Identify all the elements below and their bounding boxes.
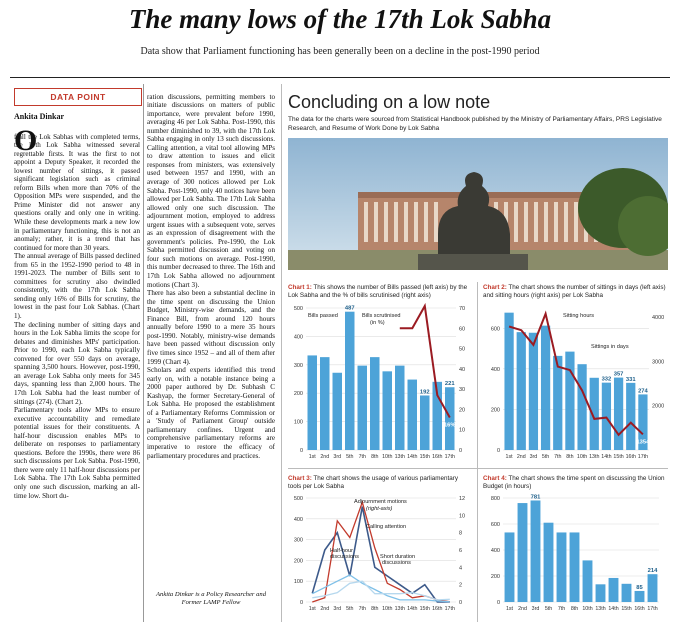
chart1-caption-lead: Chart 1:: [288, 284, 312, 291]
bar: [557, 532, 567, 602]
x-tick-label: 17th: [637, 454, 649, 460]
bar: [626, 383, 635, 450]
x-tick-label: 8th: [371, 606, 379, 612]
y2-tick-label: 2000: [652, 403, 665, 410]
data-label: 85: [636, 584, 643, 591]
bar: [408, 380, 418, 450]
chart2-sittings: [481, 300, 673, 462]
y-tick-label: 0: [496, 600, 500, 606]
article-column-1: [14, 124, 140, 509]
data-label: 332: [601, 376, 612, 383]
col2-text: ration discussions, permitting members to initiate discussions on matters of public importance, were prevalent before 1990, averaging 46 per Lok Sabha. Post-1990, this number diminished to 39, with the 17th Lok Sabha engaging in only 13 such discussions. Calling attention, a vital tool allowing MPs to draw attention to issues and elicit responses from ministers, was extensively used between 1957 and 1990, with an average of 300 notices allowed per Lok Sabha. Post-1990, only 40 notices have been allowed per Lok Sabha. The 17th Lok Sabha allowed only one such discussion. The adjournment motion, employed to address urgent issues with a subsequent vote, serves as an expression of disagreement with the government's policies. Pre-1990, the Lok Sabha permitted discussion and voting on four such motions on average. Post-1990, this number decreased to three. The 16th and 17th Lok Sabha allowed no adjournment motions (Chart 3). There has also been a substantial decline in the time spent on discussing the Union Budget, Ministry-wise demands, and the Finance Bill, from around 120 hours annually before 1990 to a mere 35 hours post-1990. Notably, ministry-wise demands have been passed without discussion only five times since 1952 – and all of them after 1999 (Chart 4). Scholars and experts identified this trend early on, with a notable instance being a 2000 paper authored by Dr. Subhash C Kashyap, the former Secretary-General of Lok Sabha. He proposed the establishment of a Parliamentary Reforms Commission or a 'Study of Parliament Group' outside parliamentary confines. Urgent and comprehensive parliamentary reforms are imperative to restore the efficacy of parliamentary procedures and practices.: [147, 92, 275, 460]
bar: [609, 578, 619, 602]
x-tick-label: 15th: [621, 606, 632, 612]
x-tick-label: 7th: [554, 454, 562, 460]
chart1-caption: [288, 284, 472, 300]
bar: [577, 364, 586, 450]
x-tick-label: 3rd: [529, 454, 538, 460]
x-tick-label: 16th: [625, 454, 636, 460]
series-label-hours: Sitting hours: [563, 313, 595, 319]
y-tick-label: 200: [490, 407, 500, 414]
y2-tick-label: 20: [459, 407, 466, 414]
y-tick-label: 600: [490, 522, 500, 528]
chart3-caption: [288, 475, 472, 491]
x-tick-label: 17th: [647, 606, 658, 612]
bar: [420, 395, 430, 450]
y-tick-label: 200: [293, 558, 303, 565]
y2-tick-label: 8: [459, 530, 463, 537]
bar: [583, 560, 593, 602]
data-label: 221: [444, 381, 455, 388]
bar: [370, 357, 380, 450]
x-tick-label: 8th: [566, 454, 574, 460]
x-tick-label: 13th: [394, 606, 405, 612]
chart3-caption-text: The chart shows the usage of various parliamentary tools per Lok Sabha: [288, 475, 458, 490]
bar: [333, 373, 343, 450]
chart2-caption-text: The chart shows the number of sittings in days (left axis) and sitting hours (right axis) per Lok Sabha: [483, 284, 666, 299]
series-label-adj: Adjournment motions: [354, 499, 407, 505]
bar: [504, 313, 513, 450]
chart-row-rule: [288, 468, 668, 469]
bar: [505, 532, 515, 602]
y2-tick-label: 3000: [652, 359, 665, 366]
x-tick-label: 10th: [576, 454, 588, 460]
y2-tick-label: 40: [459, 366, 466, 373]
series-label-sd-unit: discussions: [382, 560, 411, 566]
x-tick-label: 15th: [613, 454, 624, 460]
x-tick-label: 7th: [358, 454, 366, 460]
bar: [445, 387, 455, 450]
bar: [590, 378, 599, 450]
bar: [614, 378, 623, 450]
x-tick-label: 5th: [346, 454, 354, 460]
y-tick-label: 200: [490, 574, 500, 580]
chart4-caption-text: The chart shows the time spent on discussing the Union Budget (in hours): [483, 475, 665, 490]
bar: [602, 383, 611, 450]
y-tick-label: 300: [293, 362, 303, 369]
bar: [622, 584, 632, 602]
bar: [596, 584, 606, 602]
series-label-ca: Calling attention: [366, 524, 407, 530]
panel-description: The data for the charts were sourced from Statistical Handbook published by the Ministry of Parliamentary Affairs, PRS Legislative Research, and Resume of Work Done by Lok Sabha: [288, 116, 662, 132]
parliament-photo: [288, 138, 668, 270]
drop-cap: O: [14, 124, 38, 157]
series-label-hh-unit: discussions: [330, 554, 359, 560]
author-note: Ankita Dinkar is a Policy Researcher and Former LAMP Fellow: [156, 591, 266, 606]
chart2-caption-lead: Chart 2:: [483, 284, 507, 291]
data-point-label: DATA POINT: [14, 88, 142, 106]
y-tick-label: 600: [490, 326, 500, 333]
data-label: 274: [638, 388, 648, 395]
series-label-hh: Half-hour: [330, 548, 354, 554]
y2-tick-label: 0: [459, 600, 463, 606]
y-tick-label: 500: [293, 306, 303, 312]
data-label: 781: [530, 494, 541, 501]
x-tick-label: 1st: [505, 606, 514, 612]
x-tick-label: 5th: [541, 454, 550, 460]
x-tick-label: 16th: [634, 606, 645, 612]
y2-tick-label: 4: [459, 565, 463, 572]
bar: [544, 523, 554, 602]
bar: [383, 371, 393, 450]
x-tick-label: 13th: [595, 606, 606, 612]
headline: The many lows of the 17th Lok Sabha: [128, 4, 552, 34]
x-tick-label: 2nd: [518, 606, 527, 612]
y-tick-label: 100: [293, 579, 303, 586]
x-tick-label: 16th: [432, 454, 443, 460]
bar: [517, 332, 526, 450]
y-tick-label: 0: [496, 448, 500, 454]
x-tick-label: 14th: [608, 606, 619, 612]
chart1-caption-text: This shows the number of Bills passed (left axis) by the Lok Sabha and the % of bills scrutinised (right axis): [288, 284, 468, 299]
y2-tick-label: 0: [459, 448, 463, 454]
x-tick-label: 13th: [394, 454, 405, 460]
bar: [648, 574, 658, 602]
series-label-sd: Short duration: [380, 554, 416, 560]
chart4-caption: [483, 475, 669, 491]
data-label: 487: [344, 305, 355, 312]
x-tick-label: 15th: [419, 454, 430, 460]
x-tick-label: 8th: [570, 606, 579, 612]
bar: [529, 333, 538, 450]
y-tick-label: 0: [299, 600, 303, 606]
data-label: 16%: [443, 422, 456, 429]
y-tick-label: 300: [293, 537, 303, 544]
y2-tick-label: 10: [459, 427, 466, 434]
y2-tick-label: 60: [459, 326, 466, 333]
y2-tick-label: 6: [459, 548, 463, 554]
chart3-caption-lead: Chart 3:: [288, 475, 312, 482]
x-tick-label: 3rd: [531, 606, 540, 612]
series-label-adj-unit: (right-axis): [366, 506, 393, 512]
x-tick-label: 3rd: [333, 606, 342, 612]
chart4-budget: [481, 490, 673, 622]
data-label: 1354: [636, 439, 650, 446]
bar: [553, 356, 562, 450]
x-tick-label: 14th: [407, 454, 418, 460]
series-label-scrutiny: Bills scrutinised: [362, 313, 401, 319]
chart-col-rule: [477, 282, 478, 622]
x-tick-label: 3rd: [333, 454, 342, 460]
bar: [518, 503, 528, 602]
series-label-days: Sittings in days: [591, 344, 629, 350]
x-tick-label: 8th: [371, 454, 379, 460]
y-tick-label: 0: [299, 448, 303, 454]
x-tick-label: 16th: [432, 606, 443, 612]
x-tick-label: 5th: [544, 606, 553, 612]
x-tick-label: 17th: [444, 606, 455, 612]
byline: Ankita Dinkar: [14, 112, 65, 121]
bar: [635, 591, 645, 602]
chart2-caption: [483, 284, 669, 300]
series-label-scrutiny-unit: (in %): [370, 320, 385, 326]
bar: [395, 366, 405, 450]
x-tick-label: 13th: [589, 454, 600, 460]
series-label-bills: Bills passed: [308, 313, 338, 319]
y2-tick-label: 12: [459, 496, 466, 502]
x-tick-label: 1st: [308, 454, 316, 460]
y-tick-label: 400: [490, 548, 500, 554]
bar: [308, 355, 318, 450]
y2-tick-label: 2: [459, 582, 463, 589]
y-tick-label: 500: [293, 496, 303, 502]
data-label: 331: [625, 376, 636, 383]
bar: [570, 532, 580, 602]
bar: [541, 326, 550, 450]
x-tick-label: 1st: [308, 606, 316, 612]
chart1-bills: [286, 300, 474, 462]
column-divider: [143, 84, 144, 622]
x-tick-label: 5th: [346, 606, 354, 612]
x-tick-label: 17th: [444, 454, 455, 460]
header-rule: [10, 77, 670, 78]
x-tick-label: 1st: [505, 454, 513, 460]
x-tick-label: 14th: [601, 454, 612, 460]
y2-tick-label: 70: [459, 306, 466, 312]
x-tick-label: 15th: [419, 606, 430, 612]
x-tick-label: 10th: [382, 606, 393, 612]
y2-tick-label: 30: [459, 387, 466, 394]
col1-text: f all the Lok Sabhas with completed terms, the 17th Lok Sabha witnessed several regrettable firsts. It was the first to not appoint a Deputy Speaker, it recorded the lowest number of sittings, it passed significant legislation such as criminal reform Bills when more than 70% of the Opposition MPs were suspended, and the Prime Minister did not answer any questions orally and only one in writing. While these developments mark a new low in parliamentary functioning, this is not an anomaly; rather, it is a trend that has continued for more than 30 years. The annual average of Bills passed declined from 65 in the 1952-1990 period to 48 in 1991-2023. The number of Bills sent to committees for scrutiny also dwindled consistently, with the 17th Lok Sabha sending only 16% of Bills for scrutiny, the lowest in the past four Lok Sabhas. (Chart 1). The declining number of sitting days and hours in the Lok Sabha limits the scope for debates and diminishes MPs' participation. Prior to 1990, each Lok Sabha typically convened for over 550 days on average, spanning 3,500 hours. However, post-1990, an average Lok Sabha only meets for 345 days, spanning less than 2,000 hours. The 17th Lok Sabha had the least number of sittings (274). (Chart 2). Parliamentary tools allow MPs to ensure executive accountability and remediate potential issues for their constituents. A half-hour discussion enables MPs to deliberate on responses to parliamentary questions. Before the 1990s, there were 86 such discussions per Lok Sabha. Post-1990, there were only 11 half-hour discussions per Lok Sabha. The 17th Lok Sabha permitted only one such discussion, marking an all-time low. Short du-: [14, 132, 140, 500]
data-label: 192: [419, 389, 430, 396]
y-tick-label: 400: [293, 516, 303, 523]
y-tick-label: 200: [293, 391, 303, 398]
data-label: 214: [647, 568, 658, 575]
x-tick-label: 7th: [557, 606, 566, 612]
article-column-2: [147, 84, 275, 460]
data-label: 357: [613, 371, 624, 378]
y2-tick-label: 50: [459, 346, 466, 353]
bar: [320, 357, 330, 450]
y-tick-label: 400: [490, 366, 500, 373]
bar: [345, 312, 355, 450]
x-tick-label: 14th: [407, 606, 418, 612]
x-tick-label: 2nd: [320, 606, 330, 612]
bar: [531, 500, 541, 602]
standfirst: Data show that Parliament functioning has been generally been on a decline in the post-1990 period: [140, 46, 540, 57]
x-tick-label: 10th: [382, 454, 393, 460]
bar: [358, 366, 368, 450]
x-tick-label: 2nd: [320, 454, 330, 460]
y2-tick-label: 10: [459, 513, 466, 520]
panel-title: Concluding on a low note: [288, 92, 491, 112]
chart4-caption-lead: Chart 4:: [483, 475, 507, 482]
y2-tick-label: 4000: [652, 314, 665, 321]
y-tick-label: 800: [490, 496, 500, 502]
chart3-tools: [286, 490, 474, 622]
x-tick-label: 10th: [582, 606, 593, 612]
bar: [565, 352, 574, 450]
x-tick-label: 7th: [358, 606, 366, 612]
panel-divider: [281, 84, 282, 622]
y-tick-label: 100: [293, 419, 303, 426]
y-tick-label: 400: [293, 334, 303, 341]
x-tick-label: 2nd: [516, 454, 526, 460]
